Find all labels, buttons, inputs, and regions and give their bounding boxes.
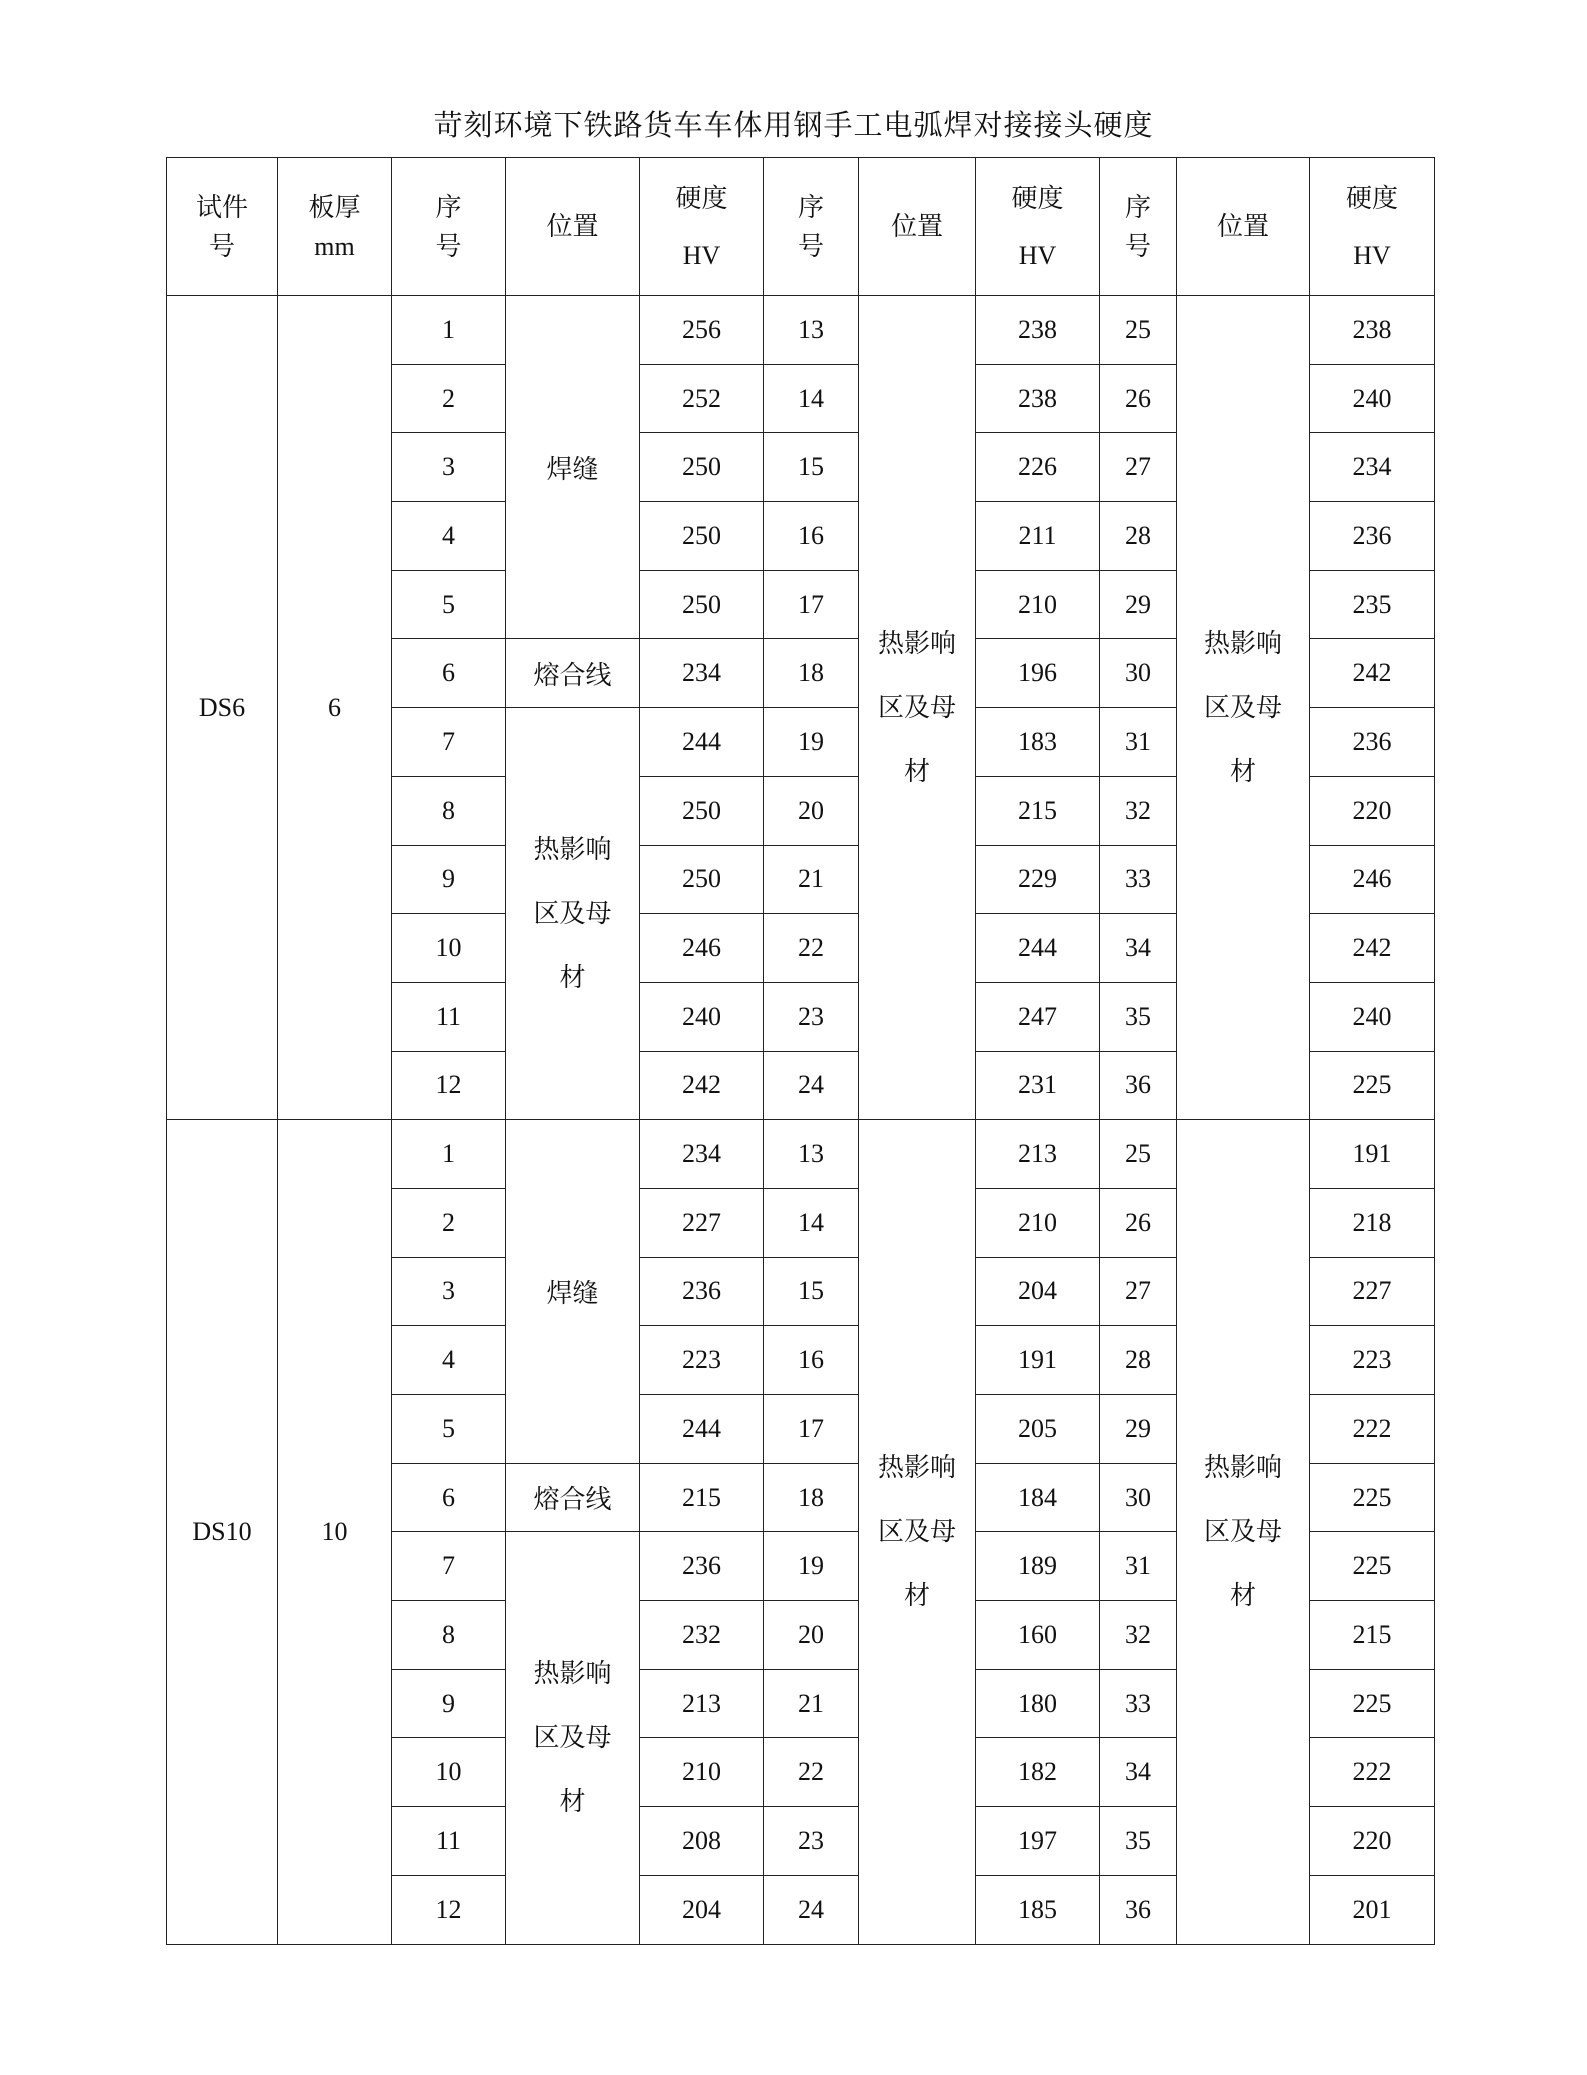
position-haz-cell: 热影响 区及母 材: [506, 708, 640, 1120]
hardness-cell: 244: [640, 1395, 764, 1464]
seq-cell: 29: [1100, 570, 1177, 639]
seq-cell: 24: [764, 1051, 859, 1120]
hardness-cell: 204: [640, 1875, 764, 1944]
seq-cell: 8: [392, 776, 506, 845]
position-weld-cell: 焊缝: [506, 1120, 640, 1463]
seq-cell: 31: [1100, 1532, 1177, 1601]
hardness-cell: 223: [640, 1326, 764, 1395]
hardness-cell: 238: [976, 296, 1100, 365]
hardness-cell: 196: [976, 639, 1100, 708]
header-position-2: 位置: [859, 158, 976, 296]
hardness-cell: 234: [640, 1120, 764, 1189]
position-haz-cell: 热影响 区及母 材: [1177, 296, 1310, 1120]
hardness-cell: 225: [1310, 1532, 1435, 1601]
hardness-cell: 227: [640, 1188, 764, 1257]
hardness-cell: 250: [640, 776, 764, 845]
hardness-cell: 225: [1310, 1051, 1435, 1120]
seq-cell: 28: [1100, 502, 1177, 571]
hardness-cell: 234: [640, 639, 764, 708]
header-hardness-2: 硬度 HV: [976, 158, 1100, 296]
hardness-cell: 208: [640, 1807, 764, 1876]
hardness-cell: 185: [976, 1875, 1100, 1944]
seq-cell: 17: [764, 570, 859, 639]
seq-cell: 30: [1100, 639, 1177, 708]
hardness-cell: 240: [1310, 364, 1435, 433]
seq-cell: 6: [392, 639, 506, 708]
hardness-cell: 220: [1310, 776, 1435, 845]
hardness-cell: 244: [640, 708, 764, 777]
hardness-cell: 236: [1310, 502, 1435, 571]
seq-cell: 3: [392, 433, 506, 502]
hardness-table: [166, 157, 1435, 1945]
table-row: [167, 296, 1435, 365]
hardness-cell: 210: [976, 570, 1100, 639]
hardness-cell: 235: [1310, 570, 1435, 639]
seq-cell: 26: [1100, 1188, 1177, 1257]
seq-cell: 19: [764, 1532, 859, 1601]
hardness-cell: 232: [640, 1601, 764, 1670]
seq-cell: 5: [392, 570, 506, 639]
hardness-cell: 250: [640, 570, 764, 639]
hardness-cell: 184: [976, 1463, 1100, 1532]
hardness-cell: 236: [640, 1257, 764, 1326]
hardness-cell: 197: [976, 1807, 1100, 1876]
seq-cell: 7: [392, 1532, 506, 1601]
header-seq-3: 序 号: [1100, 158, 1177, 296]
header-thickness: 板厚 mm: [278, 158, 392, 296]
seq-cell: 5: [392, 1395, 506, 1464]
seq-cell: 24: [764, 1875, 859, 1944]
hardness-cell: 225: [1310, 1463, 1435, 1532]
hardness-cell: 242: [640, 1051, 764, 1120]
seq-cell: 12: [392, 1051, 506, 1120]
hardness-cell: 250: [640, 845, 764, 914]
seq-cell: 23: [764, 982, 859, 1051]
specimen-id-cell: DS10: [167, 1120, 278, 1944]
hardness-cell: 246: [640, 914, 764, 983]
seq-cell: 36: [1100, 1875, 1177, 1944]
position-haz-cell: 热影响 区及母 材: [859, 1120, 976, 1944]
seq-cell: 21: [764, 845, 859, 914]
hardness-cell: 225: [1310, 1669, 1435, 1738]
seq-cell: 30: [1100, 1463, 1177, 1532]
hardness-cell: 220: [1310, 1807, 1435, 1876]
hardness-cell: 229: [976, 845, 1100, 914]
seq-cell: 6: [392, 1463, 506, 1532]
hardness-cell: 191: [1310, 1120, 1435, 1189]
seq-cell: 2: [392, 1188, 506, 1257]
header-seq-2: 序 号: [764, 158, 859, 296]
hardness-cell: 160: [976, 1601, 1100, 1670]
seq-cell: 16: [764, 1326, 859, 1395]
seq-cell: 34: [1100, 1738, 1177, 1807]
header-seq-1: 序 号: [392, 158, 506, 296]
seq-cell: 13: [764, 296, 859, 365]
seq-cell: 19: [764, 708, 859, 777]
seq-cell: 34: [1100, 914, 1177, 983]
specimen-id-cell: DS6: [167, 296, 278, 1120]
seq-cell: 33: [1100, 845, 1177, 914]
hardness-cell: 189: [976, 1532, 1100, 1601]
seq-cell: 15: [764, 433, 859, 502]
header-hardness-1: 硬度 HV: [640, 158, 764, 296]
position-fusion-line-cell: 熔合线: [506, 639, 640, 708]
position-haz-cell: 热影响 区及母 材: [1177, 1120, 1310, 1944]
hardness-cell: 210: [640, 1738, 764, 1807]
seq-cell: 29: [1100, 1395, 1177, 1464]
header-row: [167, 158, 1435, 296]
seq-cell: 26: [1100, 364, 1177, 433]
seq-cell: 32: [1100, 776, 1177, 845]
seq-cell: 28: [1100, 1326, 1177, 1395]
hardness-cell: 242: [1310, 914, 1435, 983]
seq-cell: 20: [764, 776, 859, 845]
seq-cell: 14: [764, 1188, 859, 1257]
hardness-cell: 231: [976, 1051, 1100, 1120]
header-specimen: 试件 号: [167, 158, 278, 296]
seq-cell: 4: [392, 1326, 506, 1395]
hardness-cell: 223: [1310, 1326, 1435, 1395]
hardness-cell: 205: [976, 1395, 1100, 1464]
seq-cell: 31: [1100, 708, 1177, 777]
seq-cell: 22: [764, 1738, 859, 1807]
seq-cell: 7: [392, 708, 506, 777]
hardness-cell: 252: [640, 364, 764, 433]
position-fusion-line-cell: 熔合线: [506, 1463, 640, 1532]
hardness-cell: 246: [1310, 845, 1435, 914]
hardness-cell: 256: [640, 296, 764, 365]
seq-cell: 9: [392, 1669, 506, 1738]
hardness-cell: 250: [640, 433, 764, 502]
seq-cell: 36: [1100, 1051, 1177, 1120]
hardness-cell: 213: [640, 1669, 764, 1738]
hardness-cell: 210: [976, 1188, 1100, 1257]
table-row: [167, 1120, 1435, 1189]
seq-cell: 17: [764, 1395, 859, 1464]
hardness-cell: 227: [1310, 1257, 1435, 1326]
thickness-cell: 6: [278, 296, 392, 1120]
hardness-cell: 215: [640, 1463, 764, 1532]
seq-cell: 35: [1100, 1807, 1177, 1876]
hardness-cell: 236: [640, 1532, 764, 1601]
seq-cell: 22: [764, 914, 859, 983]
seq-cell: 25: [1100, 296, 1177, 365]
seq-cell: 10: [392, 914, 506, 983]
hardness-cell: 191: [976, 1326, 1100, 1395]
hardness-cell: 238: [976, 364, 1100, 433]
seq-cell: 25: [1100, 1120, 1177, 1189]
hardness-cell: 183: [976, 708, 1100, 777]
hardness-cell: 240: [640, 982, 764, 1051]
hardness-cell: 182: [976, 1738, 1100, 1807]
seq-cell: 9: [392, 845, 506, 914]
position-haz-cell: 热影响 区及母 材: [859, 296, 976, 1120]
seq-cell: 33: [1100, 1669, 1177, 1738]
hardness-cell: 240: [1310, 982, 1435, 1051]
hardness-cell: 222: [1310, 1395, 1435, 1464]
seq-cell: 3: [392, 1257, 506, 1326]
seq-cell: 2: [392, 364, 506, 433]
hardness-cell: 247: [976, 982, 1100, 1051]
seq-cell: 12: [392, 1875, 506, 1944]
hardness-cell: 234: [1310, 433, 1435, 502]
seq-cell: 18: [764, 1463, 859, 1532]
table-title: 苛刻环境下铁路货车车体用钢手工电弧焊对接接头硬度: [433, 108, 1154, 142]
hardness-cell: 215: [976, 776, 1100, 845]
hardness-cell: 250: [640, 502, 764, 571]
hardness-cell: 244: [976, 914, 1100, 983]
hardness-cell: 222: [1310, 1738, 1435, 1807]
header-position-3: 位置: [1177, 158, 1310, 296]
seq-cell: 16: [764, 502, 859, 571]
seq-cell: 15: [764, 1257, 859, 1326]
seq-cell: 14: [764, 364, 859, 433]
position-haz-cell: 热影响 区及母 材: [506, 1532, 640, 1944]
seq-cell: 20: [764, 1601, 859, 1670]
seq-cell: 32: [1100, 1601, 1177, 1670]
position-weld-cell: 焊缝: [506, 296, 640, 639]
seq-cell: 35: [1100, 982, 1177, 1051]
seq-cell: 27: [1100, 433, 1177, 502]
hardness-cell: 218: [1310, 1188, 1435, 1257]
header-hardness-3: 硬度 HV: [1310, 158, 1435, 296]
hardness-cell: 242: [1310, 639, 1435, 708]
seq-cell: 8: [392, 1601, 506, 1670]
hardness-cell: 236: [1310, 708, 1435, 777]
seq-cell: 11: [392, 982, 506, 1051]
hardness-cell: 204: [976, 1257, 1100, 1326]
hardness-cell: 238: [1310, 296, 1435, 365]
hardness-cell: 211: [976, 502, 1100, 571]
thickness-cell: 10: [278, 1120, 392, 1944]
hardness-cell: 180: [976, 1669, 1100, 1738]
seq-cell: 13: [764, 1120, 859, 1189]
header-position-1: 位置: [506, 158, 640, 296]
seq-cell: 1: [392, 296, 506, 365]
seq-cell: 11: [392, 1807, 506, 1876]
hardness-cell: 213: [976, 1120, 1100, 1189]
seq-cell: 18: [764, 639, 859, 708]
seq-cell: 1: [392, 1120, 506, 1189]
hardness-cell: 226: [976, 433, 1100, 502]
seq-cell: 4: [392, 502, 506, 571]
seq-cell: 23: [764, 1807, 859, 1876]
seq-cell: 21: [764, 1669, 859, 1738]
seq-cell: 27: [1100, 1257, 1177, 1326]
hardness-cell: 215: [1310, 1601, 1435, 1670]
seq-cell: 10: [392, 1738, 506, 1807]
hardness-cell: 201: [1310, 1875, 1435, 1944]
